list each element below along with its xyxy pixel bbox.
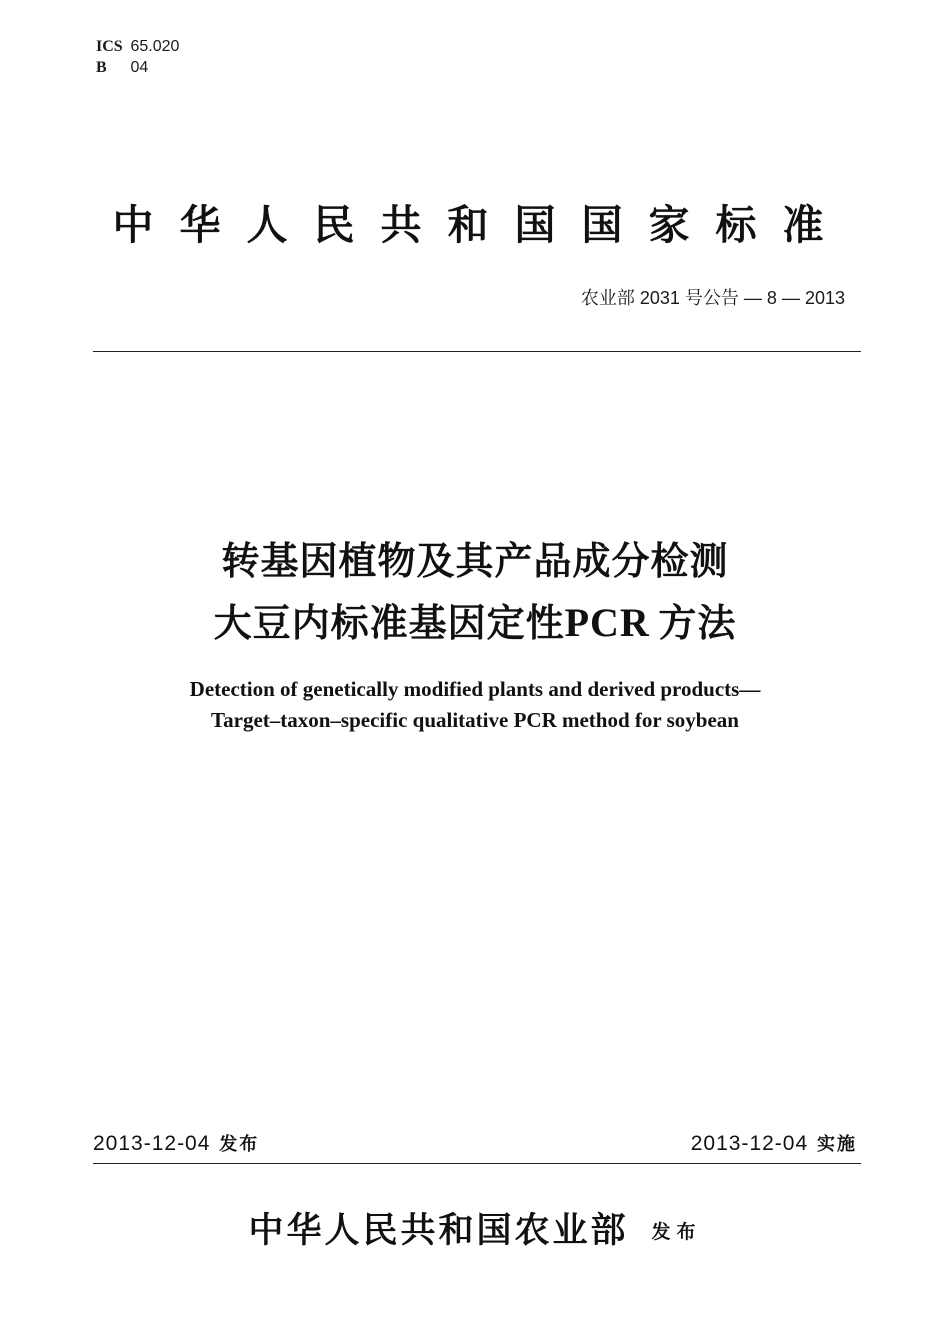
chinese-title-line-2-latin: PCR [564, 600, 650, 645]
national-standard-title: 中华人民共和国国家标准 [112, 201, 850, 249]
bottom-divider [93, 1163, 861, 1164]
classification-codes [96, 36, 179, 78]
ics-label: ICS [96, 38, 123, 55]
issue-verb: 发布 [219, 1134, 260, 1155]
chinese-title-line-1: 转基因植物及其产品成分检测 [221, 539, 729, 583]
standard-number: 农业部 2031 号公告 — 8 — 2013 [580, 288, 845, 308]
ics-code-line [96, 36, 179, 57]
publisher-line [0, 1203, 950, 1253]
english-title-line-1: Detection of genetically modified plants and derived products— [189, 677, 761, 701]
ics-code: 65.020 [130, 38, 180, 55]
chinese-title-line-2-prefix: 大豆内标准基因定性 [213, 601, 565, 645]
publish-verb: 发布 [651, 1221, 702, 1243]
chinese-title-line-2-suffix: 方法 [658, 601, 737, 645]
implementation-date: 2013-12-04 [690, 1132, 809, 1155]
implementation-verb: 实施 [817, 1134, 857, 1155]
top-divider [93, 351, 861, 352]
ccs-code: 04 [130, 59, 149, 76]
implementation-date-block [691, 1130, 857, 1156]
ccs-label: B [96, 59, 107, 76]
ccs-code-line [96, 57, 179, 78]
publisher-name: 中华人民共和国农业部 [248, 1210, 629, 1251]
issue-date-block [93, 1130, 259, 1156]
issue-date: 2013-12-04 [93, 1132, 211, 1155]
english-title-line-2: Target–taxon–specific qualitative PCR method for soybean [211, 708, 739, 732]
chinese-title-line-2 [0, 592, 950, 647]
